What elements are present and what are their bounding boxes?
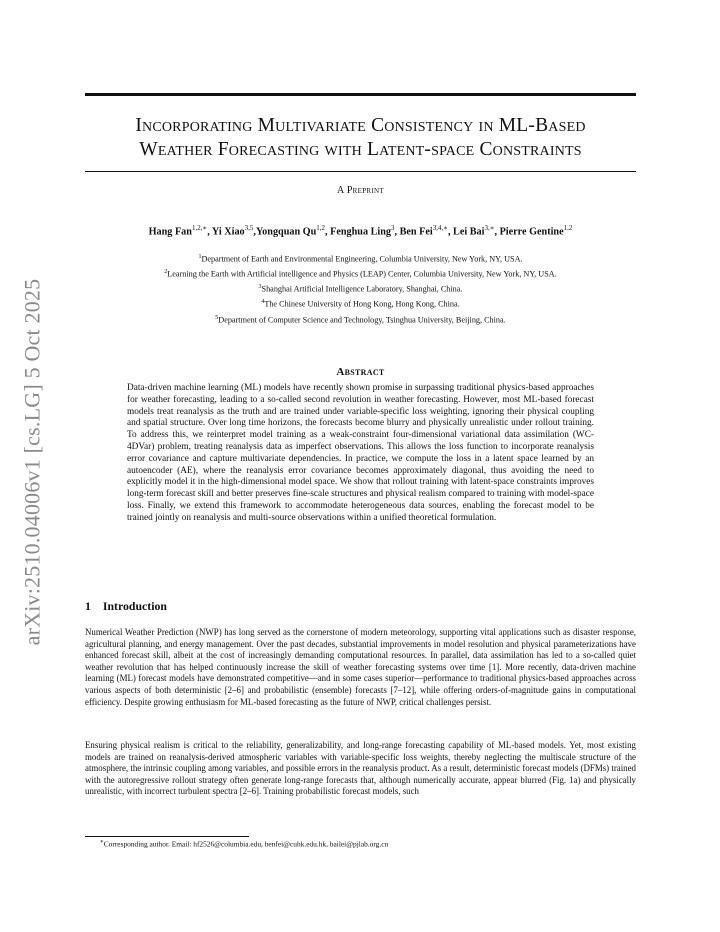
author-affiliation-marker: 1,2 xyxy=(563,224,573,232)
affiliation: $^4$The Chinese University of Hong Kong, Hong Kong, China. xyxy=(261,299,460,310)
footnote-text: Corresponding author. Email: hf2526@columbia.edu, benfei@cuhk.edu.hk, bailei@pjlab.org.cn xyxy=(103,839,389,849)
footnote xyxy=(100,839,388,848)
author-name: Yi Xiao xyxy=(211,226,245,238)
arxiv-identifier: arXiv:2510.04006v1 [cs.LG] 5 Oct 2025 xyxy=(19,278,44,646)
title-line: Incorporating Multivariate Consistency in ML-Based xyxy=(135,115,586,136)
author-list: Hang Fan$^{1,2,∗}$, Yi Xiao$^{3,5}$,Yongquan Qu$^{1,2}$, Fenghua Ling$^3$, Ben Fei$^{3,4,∗}$, Lei Bai$^{3,∗}$, Pierre Gentine$^{1,2}$ xyxy=(148,224,573,238)
body-paragraph: Ensuring physical realism is critical to the reliability, generalizability, and long-range forecasting capability of ML-based models. Yet, most existing models are trained on reanalysis-derived atmospheric variables with variable-specific loss weights, thereby neglecting the multiscale structure of the atmosphere, the intrinsic coupling among variables, and possible errors in the reanalysis product. As a result, deterministic forecast models (DFMs) trained with the autoregressive rollout strategy often generate long-range forecasts that, although numerically accurate, appear blurred (Fig. 1a) and physically unrealistic, with incorrect turbulent spectra [2–6]. Training probabilistic forecast models, such xyxy=(85,740,636,797)
author-affiliation-marker: 1,2 xyxy=(316,224,326,232)
preprint-label: A Preprint xyxy=(337,185,384,196)
affiliation: $^3$Shanghai Artificial Intelligence Laboratory, Shanghai, China. xyxy=(258,284,463,295)
author-name: Ben Fei xyxy=(399,226,433,238)
author-affiliation-marker: 3,∗ xyxy=(484,224,495,232)
author-name: Hang Fan xyxy=(148,226,192,238)
title-bottom-rule xyxy=(85,171,636,172)
abstract-text: Data-driven machine learning (ML) models have recently shown promise in surpassing traditional physics-based approaches for weather forecasting, leading to a so-called second revolution in weather forecasting. However, most ML-based forecast models treat reanalysis as the truth and are trained under variable-specific loss weighting, ignoring their physical coupling and spatial structure. Over long time horizons, the forecasts become blurry and physically unrealistic under rollout training. To address this, we reinterpret model training as a weak-constraint four-dimensional variational data assimilation (WC-4DVar) problem, treating reanalysis data as imperfect observations. This allows the loss function to incorporate reanalysis error covariance and capture multivariate dependencies. In practice, we compute the loss in a latent space learned by an autoencoder (AE), where the reanalysis error covariance becomes approximately diagonal, thus avoiding the need to explicitly model it in the high-dimensional model space. We show that rollout training with latent-space constraints improves long-term forecast skill and better preserves fine-scale structures and physical realism compared to training with model-space loss. Finally, we extend this framework to accommodate heterogeneous data sources, enabling the forecast model to be trained jointly on reanalysis and multi-source observations within a unified theoretical formulation. xyxy=(127,383,595,523)
section-title: Introduction xyxy=(102,599,167,613)
author-name: Pierre Gentine xyxy=(499,226,564,238)
affiliation: $^2$Learning the Earth with Artificial intelligence and Physics (LEAP) Center, Columbia University, New York, NY, USA. xyxy=(164,269,557,279)
section-number: 1 xyxy=(85,599,91,613)
affiliation-list xyxy=(70,251,651,327)
body-paragraph: Numerical Weather Prediction (NWP) has long served as the cornerstone of modern meteorology, supporting vital applications such as disaster response, agricultural planning, and energy management. Over the past decades, substantial improvements in model resolution and physical parameterizations have enhanced forecast skill, albeit at the cost of increasingly demanding computational resources. In parallel, data assimilation has led to a so-called quiet weather revolution that has helped continuously increase the skill of weather forecasting systems over time [1]. More recently, data-driven machine learning (ML) forecast models have demonstrated competitive—and in some cases superior—performance to traditional physics-based approaches across various aspects of both deterministic [2–6] and probabilistic (ensemble) forecasts [7–12], while offering orders-of-magnitude gains in computational efficiency. Despite growing enthusiasm for ML-based forecasting as the future of NWP, critical challenges persist. xyxy=(85,627,636,707)
author-affiliation-marker: 3 xyxy=(390,224,395,232)
footnote-rule xyxy=(85,836,249,837)
author-affiliation-marker: 3,5 xyxy=(244,224,254,232)
section-heading xyxy=(85,599,167,614)
affiliation: $^5$Department of Computer Science and Technology, Tsinghua University, Beijing, China. xyxy=(215,314,506,325)
author-affiliation-marker: 1,2,∗ xyxy=(191,224,208,232)
author-name: Yongquan Qu xyxy=(255,226,317,238)
title-line: Weather Forecasting with Latent-space Constraints xyxy=(139,139,582,160)
abstract-heading: Abstract xyxy=(336,366,385,378)
affiliation: $^1$Department of Earth and Environmental Engineering, Columbia University, New York, NY, USA. xyxy=(198,254,523,264)
author-name: Lei Bai xyxy=(453,226,485,238)
title-top-rule xyxy=(85,93,636,96)
author-name: Fenghua Ling xyxy=(330,226,391,238)
paper-title xyxy=(85,114,636,162)
author-affiliation-marker: 3,4,∗ xyxy=(432,224,448,232)
footnote-marker: ∗ xyxy=(100,839,104,845)
